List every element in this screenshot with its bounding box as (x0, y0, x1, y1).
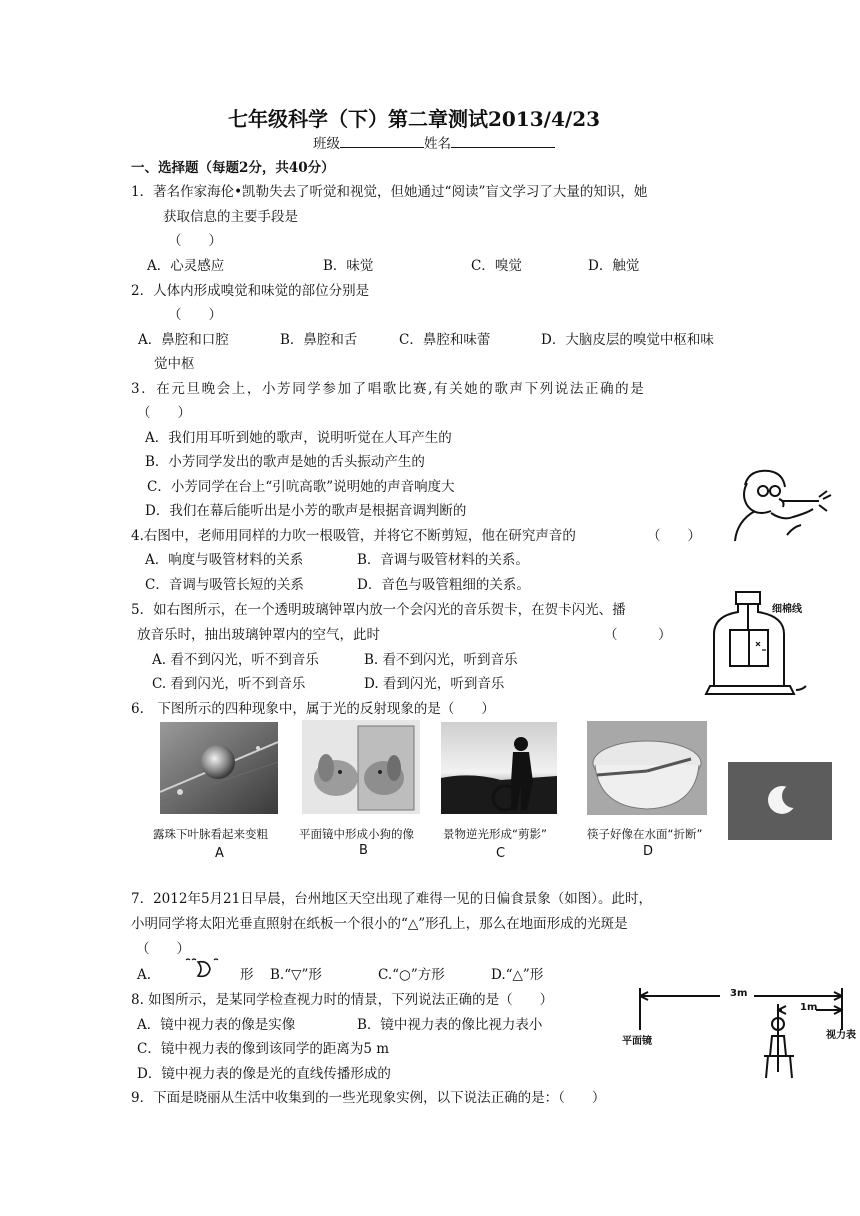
page-title: 七年级科学（下）第二章测试2013/4/23 (228, 107, 601, 131)
q4-option-d: D．音色与吸管粗细的关系。 (357, 577, 530, 593)
q6-caption-d: 筷子好像在水面“折断” (587, 827, 703, 841)
q5-option-c: C. 看到闪光，听不到音乐 (152, 676, 306, 692)
crescent-icon (182, 956, 222, 980)
q4-option-a: A．响度与吸管材料的关系 (145, 552, 304, 568)
q1-option-b: B．味觉 (323, 258, 374, 274)
name-label: 姓名 (424, 136, 451, 152)
q4-option-b: B．音调与吸管材料的关系。 (357, 552, 529, 568)
q1-stem-b: 获取信息的主要手段是 (163, 209, 298, 225)
q6-letter-d: D (643, 844, 654, 859)
q1-stem-a: 1．著名作家海伦•凯勒失去了听觉和视觉，但她通过“阅读”盲文学习了大量的知识，她 (131, 184, 648, 200)
distance-3m: 3m (730, 988, 748, 999)
q1-option-d: D．触觉 (588, 258, 640, 274)
q2-paren: （ ） (168, 307, 222, 323)
q9-stem: 9．下面是晓丽从生活中收集到的一些光现象实例，以下说法正确的是：（ ） (131, 1090, 606, 1106)
q7-stem-a: 7．2012年5月21日早晨，台州地区天空出现了难得一见的日偏食景象（如图）。此时， (131, 891, 652, 907)
q7-option-c: C.“○”方形 (378, 967, 445, 983)
name-blank[interactable] (451, 133, 555, 148)
q1-option-c: C．嗅觉 (471, 258, 522, 274)
q6-stem: 6. 下图所示的四种现象中，属于光的反射现象的是（ ） (131, 701, 495, 717)
q5-stem-b: 放音乐时，抽出玻璃钟罩内的空气，此时 (137, 627, 380, 643)
q6-letter-c: C (496, 846, 506, 861)
q8-option-a: A．镜中视力表的像是实像 (137, 1017, 296, 1033)
silhouette-photo (441, 722, 557, 814)
class-name-line (313, 133, 555, 153)
q4-option-c: C．音调与吸管长短的关系 (145, 577, 304, 593)
q2-option-a: A．鼻腔和口腔 (138, 332, 229, 348)
eye-chart-label: 视力表 (826, 1030, 856, 1041)
distance-1m: 1m (800, 1002, 818, 1013)
q5-paren: （ ） (604, 627, 672, 643)
q7-option-a-suffix: 形 (240, 967, 254, 983)
q1-option-a: A．心灵感应 (147, 258, 225, 274)
dew-drop-photo (160, 722, 278, 814)
q6-caption-c: 景物逆光形成“剪影” (443, 827, 547, 841)
q1-paren: （ ） (168, 233, 222, 249)
q4-paren: （ ） (647, 528, 701, 544)
q2-option-c: C．鼻腔和味蕾 (399, 332, 491, 348)
q7-option-d: D.“△”形 (491, 967, 544, 983)
cotton-thread-label: 细棉线 (772, 604, 802, 615)
q7-stem-b: 小明同学将太阳光垂直照射在纸板一个很小的“△”形孔上，那么在地面形成的光斑是 (131, 916, 628, 932)
q7-option-b: B.“▽”形 (270, 967, 322, 983)
q2-option-d-cont: 觉中枢 (154, 356, 195, 372)
q6-caption-b: 平面镜中形成小狗的像 (299, 827, 414, 841)
q3-paren: （ ） (137, 405, 191, 421)
dog-mirror-photo (302, 720, 420, 814)
q5-option-a: A. 看不到闪光，听不到音乐 (152, 652, 319, 668)
eclipse-photo (728, 762, 832, 840)
q3-option-c: C．小芳同学在台上“引吭高歌”说明她的声音响度大 (147, 479, 455, 495)
q5-option-d: D. 看到闪光，听到音乐 (364, 676, 505, 692)
q8-stem: 8. 如图所示，是某同学检查视力时的情景，下列说法正确的是（ ） (131, 992, 554, 1008)
q3-option-b: B．小芳同学发出的歌声是她的舌头振动产生的 (145, 454, 425, 470)
class-blank[interactable] (340, 133, 424, 148)
q2-option-b: B．鼻腔和舌 (280, 332, 358, 348)
mirror-label: 平面镜 (622, 1036, 652, 1047)
q3-option-a: A．我们用耳听到她的歌声，说明听觉在人耳产生的 (145, 430, 452, 446)
q2-option-d: D．大脑皮层的嗅觉中枢和味 (541, 332, 714, 348)
q8-option-c: C．镜中视力表的像到该同学的距离为5 m (137, 1041, 390, 1057)
q2-stem: 2．人体内形成嗅觉和味觉的部位分别是 (131, 283, 370, 299)
q6-letter-a: A (215, 846, 224, 861)
q4-stem: 4.右图中，老师用同样的力吹一根吸管，并将它不断剪短，他在研究声音的 (131, 528, 576, 544)
q3-stem: 3．在元旦晚会上，小芳同学参加了唱歌比赛,有关她的歌声下列说法正确的是 (131, 381, 646, 397)
q7-paren: （ ） (136, 941, 190, 957)
chopsticks-bowl-photo (587, 721, 707, 815)
q7-option-a: A. (137, 967, 152, 983)
q8-option-b: B．镜中视力表的像比视力表小 (357, 1017, 543, 1033)
class-label: 班级 (313, 136, 340, 152)
q5-option-b: B. 看不到闪光，听到音乐 (364, 652, 518, 668)
q5-stem-a: 5．如右图所示，在一个透明玻璃钟罩内放一个会闪光的音乐贺卡，在贺卡闪光、播 (131, 602, 626, 618)
eye-test-figure (630, 984, 852, 1084)
q6-caption-a: 露珠下叶脉看起来变粗 (153, 827, 268, 841)
q3-option-d: D．我们在幕后能听出是小芳的歌声是根据音调判断的 (145, 503, 467, 519)
section-heading: 一、选择题（每题2分，共40分） (131, 160, 335, 176)
q6-letter-b: B (359, 843, 368, 858)
q8-option-d: D．镜中视力表的像是光的直线传播形成的 (137, 1066, 391, 1082)
teacher-straw-figure (727, 465, 845, 543)
